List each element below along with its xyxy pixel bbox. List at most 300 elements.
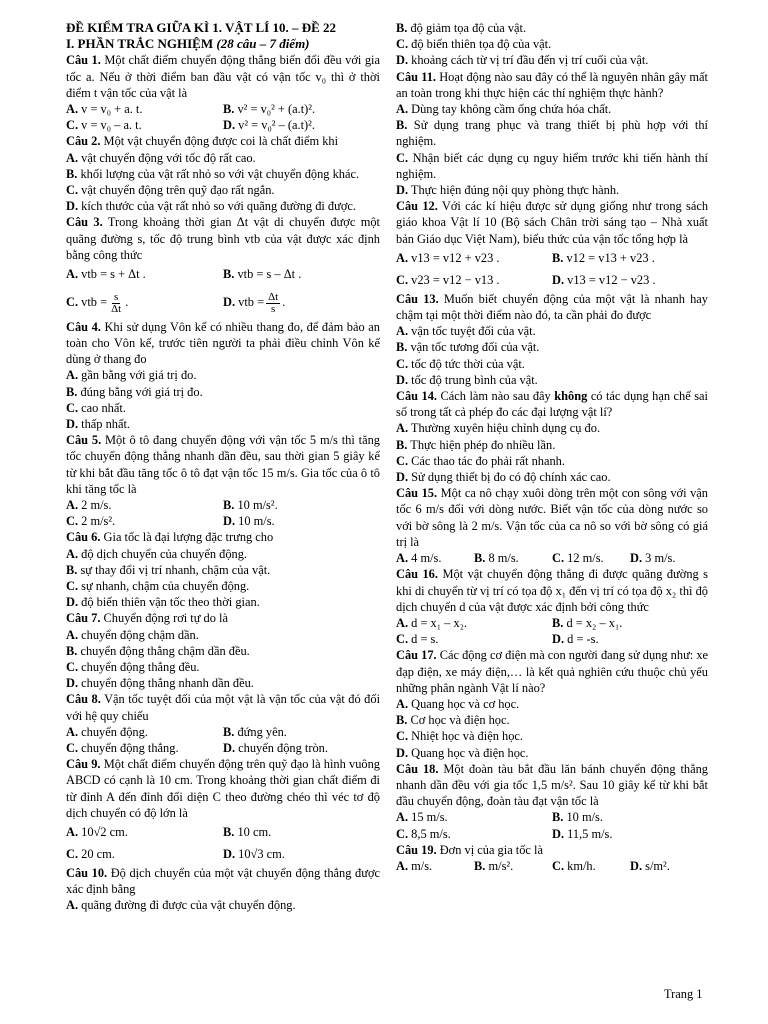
option-d [223,740,380,756]
option-text: v23 = v12 − v13 . [411,272,500,287]
option-b [396,339,708,355]
option-text: 8 m/s. [488,551,519,566]
option-label: C. [66,847,79,861]
option-label: B. [223,102,235,117]
option-b [223,821,380,843]
fraction-numerator: s [114,290,119,303]
option-text: Thường xuyên hiệu chỉnh dụng cụ đo. [410,421,601,436]
option-c [66,843,223,865]
option-d [223,513,380,529]
option-label: D. [223,118,236,133]
options-q8 [66,724,380,756]
option-text: độ giảm tọa độ của vật. [410,21,527,35]
option-text: v = v₀ – a. t. [81,118,142,133]
option-label: D. [552,632,565,647]
option-d [630,858,708,874]
section-title: I. PHẦN TRẮC NGHIỆM [66,36,214,52]
question-7 [66,610,380,626]
option-label: A. [66,267,79,282]
question-10 [66,865,380,897]
option-c [552,858,630,874]
question-number: Câu 2. [66,134,101,149]
option-label: B. [552,615,564,630]
option-label: C. [66,740,79,755]
question-text: Các động cơ điện mà con người đang sử dụng như: xe đạp điện, xe máy điện,… là kết quả nghiên cứu thuộc chủ yếu những phân ngành Vật lí nào? [396,648,709,695]
option-label: B. [223,497,235,512]
option-d [396,745,708,761]
question-text: Gia tốc là đại lượng đặc trưng cho [103,530,274,545]
option-label: D. [630,858,643,873]
option-d [552,631,708,647]
question-1 [66,52,380,101]
option-d [66,675,380,691]
option-label: A. [396,551,409,566]
question-16 [396,566,708,615]
question-18 [396,761,708,810]
option-d: D. vtb = $\frac{\Delta t}{s}$ . [223,290,286,315]
option-d [552,826,708,842]
question-text: Vận tốc tuyệt đối của một vật là vận tốc của vật đó đối với hệ quy chiếu [66,692,381,723]
options-q16 [396,615,708,647]
option-text: vtb = s + Δt . [81,267,146,282]
question-number: Câu 9. [66,757,101,772]
question-text: Muốn biết chuyển động của một vật là nhanh hay chậm tại một thời điểm nào đó, ta cần phải đo được [396,291,708,323]
option-b [223,724,380,740]
question-5 [66,432,380,497]
option-text: độ biến thiên tọa độ của vật. [411,37,552,52]
option-text: tốc độ tức thời của vật. [411,356,525,371]
option-text: d = x₂ – x₁. [566,615,623,630]
option-text: Cơ học và điện học. [410,713,510,728]
option-label: D. [223,740,236,755]
option-label: B. [66,643,78,658]
option-label: C. [396,37,409,52]
option-text: v13 = v12 + v23 . [411,250,500,265]
question-12 [396,198,708,247]
question-number: Câu 18. [396,761,439,776]
option-a [396,809,552,825]
options-q12 [396,247,708,291]
question-number: Câu 1. [66,53,101,68]
options-q19 [396,858,708,874]
question-number: Câu 7. [66,611,101,626]
option-label: A. [396,324,409,339]
option-text: đứng yên. [237,724,287,739]
question-13 [396,291,708,323]
options-q15 [396,550,708,566]
option-text: 12 m/s. [567,551,604,566]
option-text: Thực hiện đúng nội quy phòng thực hành. [410,183,620,198]
option-text: vận tốc tương đối của vật. [410,340,540,355]
option-b [552,809,708,825]
option-label: C. [66,118,79,133]
option-c [396,150,708,182]
option-a [396,550,474,566]
option-text: 10 m/s². [237,497,278,512]
option-label: C. [396,356,409,371]
option-text: độ biến thiên vận tốc theo thời gian. [81,595,260,610]
options-q5 [66,497,380,529]
option-a [66,367,380,383]
option-text: v13 = v12 − v23 . [567,272,656,287]
option-label: A. [66,102,79,117]
left-column [66,20,380,914]
option-label: D. [223,847,236,861]
fraction-numerator: Δt [268,290,279,303]
option-label: A. [66,497,79,512]
option-label: B. [396,340,408,355]
question-text: Một vật chuyển động thẳng đi được quãng đường s khi di chuyển từ vị trí có tọa độ x₁ đến vị trí có tọa độ x₂ thì độ dịch chuyển d của vật được xác định bởi công thức [396,567,708,614]
fraction-denominator: Δt [111,302,122,315]
question-number: Câu 19. [396,842,437,857]
option-text: 8,5 m/s. [411,826,451,841]
option-a [66,263,223,285]
option-text: vtb = [81,295,108,310]
question-3 [66,214,380,263]
option-text: quãng đường đi được của vật chuyển động. [81,898,296,913]
option-text: 20 cm. [81,847,115,861]
option-label: C. [396,729,409,744]
question-number: Câu 4. [66,319,101,334]
option-label: D. [630,551,643,566]
question-text: có tác dụng hạn chế sai số trong tất cả phép đo các đại lượng vật lí? [396,389,708,420]
option-label: A. [396,421,409,436]
option-b [223,497,380,513]
option-label: C. [396,826,409,841]
question-text: Một ô tô đang chuyển động với vận tốc 5 m/s thì tăng tốc chuyển động thẳng nhanh dần đều, sau thời gian 5 giây kể từ khi bắt đầu tăng tốc ô tô đạt vận tốc 15 m/s. Gia tốc của ô tô khi tăng tốc là [66,433,380,496]
option-text: d = s. [411,632,439,647]
option-label: C. [396,632,409,647]
question-text: Với các kí hiệu được sử dụng giống như trong sách giáo khoa Vật lí 10 (Bộ sách Chân trời sáng tạo – Nhà xuất bản Giáo dục Việt Nam), biểu thức của vận tốc tổng hợp là [396,199,709,246]
option-text: chuyển động thẳng chậm dần đều. [80,643,250,658]
option-b [223,263,380,285]
option-label: D. [552,272,565,287]
option-label: A. [66,898,79,913]
option-d [630,550,708,566]
option-b [396,712,708,728]
option-text: v² = v₀² + (a.t)². [237,102,316,117]
option-text: vật chuyển động trên quỹ đạo rất ngắn. [81,183,275,198]
question-number: Câu 13. [396,291,439,306]
exam-title: ĐỀ KIỂM TRA GIỮA KÌ 1. VẬT LÍ 10. – ĐỀ 22 [66,20,337,35]
option-text: m/s. [411,858,433,873]
option-d [66,198,380,214]
option-d [552,269,708,291]
option-text: tốc độ trung bình của vật. [411,372,538,387]
question-text: Chuyển động rơi tự do là [103,611,228,626]
option-c [66,740,223,756]
option-label: D. [396,745,409,760]
option-a [396,101,708,117]
option-text: chuyển động tròn. [238,740,328,755]
option-label: A. [396,858,409,873]
option-text: d = x₁ – x₂. [411,615,468,630]
option-c [396,356,708,372]
question-text: Một ca nô chạy xuôi dòng trên một con sông với vận tốc 6 m/s đối với dòng nước. Biết vận tốc của dòng nước so với bờ sông là 2 m/s. Vận tốc của ca nô so với bờ sông có giá trị là [396,486,708,549]
option-text: d = -s. [567,632,599,647]
option-c [396,826,552,842]
question-number: Câu 12. [396,199,438,214]
option-label: A. [66,627,79,642]
option-text: Dùng tay không cầm ống chứa hóa chất. [411,102,612,117]
option-label: A. [66,150,79,165]
question-number: Câu 17. [396,648,437,663]
option-label: B. [552,250,564,265]
question-text: Một đoàn tàu bắt đầu lăn bánh chuyển động thẳng nhanh dần đều với gia tốc 1,5 m/s². Sau 10 giây kể từ khi bắt đầu chuyển động, đoàn tàu đạt vận tốc là [396,761,708,809]
option-text: 2 m/s. [81,497,112,512]
option-label: B. [396,713,408,728]
question-text: Đơn vị của gia tốc là [439,842,543,857]
question-9 [66,756,380,821]
option-b [396,20,708,36]
option-text: 3 m/s. [645,551,676,566]
option-a [66,546,380,562]
option-text: 2 m/s². [81,514,116,529]
option-label: D. [66,199,79,214]
option-d [66,594,380,610]
option-label: D. [66,676,79,691]
option-text: độ dịch chuyển của chuyển động. [81,546,248,561]
section-heading [66,36,380,52]
option-c [66,659,380,675]
fraction [109,292,123,315]
option-label: C. [396,150,409,165]
option-b [396,117,708,149]
question-2 [66,133,380,149]
option-text: đúng bằng với giá trị đo. [80,384,203,399]
question-19 [396,842,708,858]
option-a [396,615,552,631]
option-text: khối lượng của vật rất nhỏ so với vật chuyển động khác. [80,166,360,181]
option-label: D. [396,183,409,198]
option-b [66,643,380,659]
option-label: C. [396,453,409,468]
option-label: C. [396,272,409,287]
option-c [396,453,708,469]
option-label: B. [223,267,235,282]
option-label: D. [396,372,409,387]
question-15 [396,485,708,550]
option-c [66,578,380,594]
option-label: B. [396,21,408,35]
question-number: Câu 10. [66,866,108,880]
option-d [396,469,708,485]
option-label: B. [396,437,408,452]
option-b [552,247,708,269]
option-label: D. [223,514,236,529]
question-text: Trong khoảng thời gian Δt vật di chuyển được một quãng đường s, tốc độ trung bình vtb của vật được xác định bằng công thức [66,215,381,262]
option-d [223,843,380,865]
option-c [396,36,708,52]
question-text: Một chất điểm chuyển động trên quỹ đạo là hình vuông ABCD có cạnh là 10 cm. Trong khoảng thời gian chất điểm đi từ đỉnh A đến đỉnh đối diện C theo đường chéo thì véc tơ độ dịch chuyển có độ lớn là [66,757,380,820]
option-c [66,182,380,198]
option-text: 11,5 m/s. [567,826,613,841]
option-text: Quang học và điện học. [411,745,529,760]
option-label: D. [396,470,409,485]
option-text: 10 m/s. [238,514,275,529]
option-text: kích thước của vật rất nhỏ so với quãng đường đi được. [81,199,356,214]
option-text: vận tốc tuyệt đối của vật. [411,324,536,339]
option-text: km/h. [567,858,596,873]
option-text: vtb = s – Δt . [237,267,302,282]
section-points: (28 câu – 7 điểm) [216,36,310,52]
question-text: Khi sử dụng Vôn kế có nhiều thang đo, để đảm bảo an toàn cho Vôn kế, trước tiên người ta phải điều chỉnh Vôn kế dùng ở thang đo [66,319,380,367]
option-label: D. [552,826,565,841]
option-label: B. [396,118,408,133]
option-b [66,166,380,182]
option-label: B. [223,724,235,739]
option-text: 10√3 cm. [238,847,285,861]
option-text: 10 m/s. [566,810,603,825]
option-a [66,724,223,740]
option-text: Thực hiện phép đo nhiều lần. [410,437,556,452]
option-text: chuyển động chậm dần. [81,627,199,642]
option-label: A. [396,250,409,265]
option-c [396,728,708,744]
question-text: Độ dịch chuyển của một vật chuyển động thẳng được xác định bằng [66,866,381,897]
question-number: Câu 8. [66,692,101,707]
option-text: chuyển động thẳng. [81,740,179,755]
option-d [66,416,380,432]
question-text: Cách làm nào sau đây [440,389,551,404]
option-text: v² = v₀² – (a.t)². [238,118,315,133]
option-text: 10 cm. [237,825,272,839]
options-q1 [66,101,380,133]
option-label: C. [66,183,79,198]
question-text: Một chất điểm chuyển động thẳng biến đổi đều với gia tốc a. Nếu ở thời điểm ban đầu vật có vận tốc v₀ thì ở thời điểm t vận tốc của vật là [66,53,380,100]
question-4 [66,319,380,368]
option-text: v = v₀ + a. t. [81,102,143,117]
option-text: 4 m/s. [411,551,442,566]
option-b [552,615,708,631]
option-a [66,897,380,913]
right-column [396,20,708,874]
option-label: C. [66,578,79,593]
option-c [66,513,223,529]
page-number: Trang 1 [664,987,703,1001]
question-17 [396,647,708,696]
option-label: B. [66,384,78,399]
option-a [396,323,708,339]
option-text: gần bằng với giá trị đo. [81,368,197,383]
option-d [396,372,708,388]
option-c [66,400,380,416]
option-b [223,101,380,117]
option-label: A. [396,810,409,825]
option-c [396,631,552,647]
option-label: A. [396,696,409,711]
option-a [396,696,708,712]
option-label: D. [396,53,409,68]
option-label: B. [66,166,78,181]
option-label: C. [552,551,565,566]
option-label: B. [474,551,486,566]
option-text: sự thay đổi vị trí nhanh, chậm của vật. [80,562,271,577]
option-a [66,150,380,166]
question-text: Hoạt động nào sau đây có thể là nguyên nhân gây mất an toàn trong khi thực hiện các thí nghiệm thực hành? [396,69,708,100]
option-label: C. [552,858,565,873]
option-d [223,117,380,133]
option-text: Quang học và cơ học. [411,696,520,711]
option-text: chuyển động thẳng đều. [81,659,200,674]
option-label: C. [66,514,79,529]
option-label: D. [66,416,79,431]
option-a [66,821,223,843]
question-6 [66,529,380,545]
option-text: Các thao tác đo phải rất nhanh. [411,453,565,468]
option-a [66,497,223,513]
option-b [396,437,708,453]
option-a [396,247,552,269]
option-c [396,269,552,291]
question-number: Câu 3. [66,215,103,230]
option-text: Nhận biết các dụng cụ nguy hiểm trước khi tiến hành thí nghiệm. [396,150,708,181]
question-number: Câu 6. [66,530,101,545]
option-text: 15 m/s. [411,810,448,825]
option-label: A. [396,615,409,630]
option-label: D. [223,295,236,310]
option-text: chuyển động thẳng nhanh dần đều. [81,676,254,691]
option-label: A. [66,546,79,561]
option-label: A. [66,724,79,739]
option-text: Sử dụng thiết bị đo có độ chính xác cao. [411,470,611,485]
option-text: Nhiệt học và điện học. [411,729,523,744]
option-text: s/m². [645,858,670,873]
option-text: chuyển động. [81,724,148,739]
option-text: 10√2 cm. [81,825,128,839]
option-text: cao nhất. [81,400,126,415]
option-label: A. [66,825,79,839]
question-text: Một vật chuyển động được coi là chất điểm khi [103,134,339,149]
option-text: sự nhanh, chậm của chuyển động. [81,578,250,593]
question-number: Câu 16. [396,567,438,582]
question-number: Câu 15. [396,486,438,501]
option-label: C. [66,295,79,310]
question-number: Câu 5. [66,433,102,448]
option-text: Sử dụng trang phục và trang thiết bị phù hợp với thí nghiệm. [396,118,708,149]
option-label: C. [66,659,79,674]
option-c: C. vtb = $\frac{s}{\Delta t}$ . [66,290,129,315]
fraction-denominator: s [271,302,276,315]
option-text: vật chuyển động với tốc độ rất cao. [81,150,256,165]
options-q9 [66,821,380,865]
option-label: B. [223,825,235,839]
option-label: B. [474,858,486,873]
option-a [66,627,380,643]
option-b [474,858,552,874]
option-d [396,52,708,68]
question-number: Câu 14. [396,389,438,404]
option-b [474,550,552,566]
options-q18 [396,809,708,841]
option-label: D. [66,595,79,610]
option-a [396,858,474,874]
option-label: B. [552,810,564,825]
option-text: vtb = [238,295,265,310]
option-c [66,117,223,133]
question-11 [396,69,708,101]
option-b [66,562,380,578]
options-q3 [66,263,380,315]
option-c [552,550,630,566]
option-label: C. [66,400,79,415]
option-text: v12 = v13 + v23 . [566,250,655,265]
option-a [66,101,223,117]
question-keyword: không [554,389,588,404]
question-8 [66,691,380,723]
option-d [396,182,708,198]
option-label: B. [66,562,78,577]
